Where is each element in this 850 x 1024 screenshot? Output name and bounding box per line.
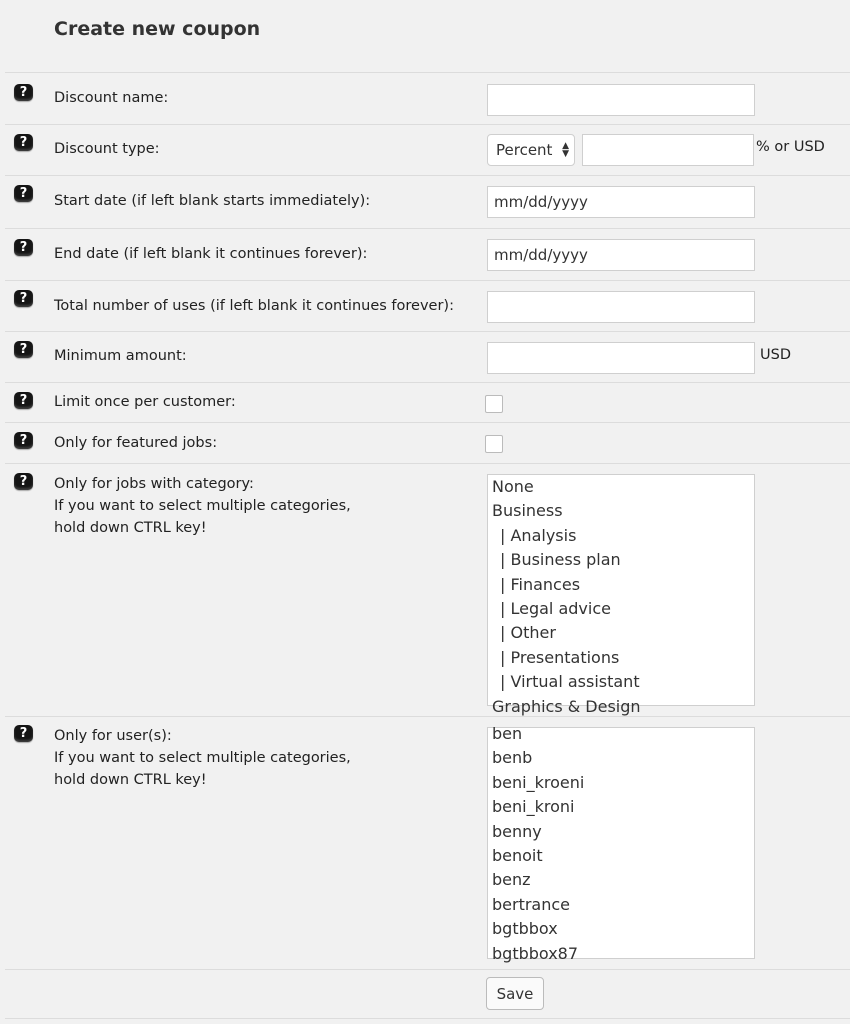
user-option[interactable]: benz [492, 870, 531, 890]
minimum-amount-input[interactable] [487, 342, 755, 374]
help-icon[interactable]: ? [14, 239, 33, 256]
row-minimum-amount [5, 331, 850, 382]
row-end-date [5, 228, 850, 280]
category-label-line3: hold down CTRL key! [54, 520, 207, 536]
help-icon[interactable]: ? [14, 392, 33, 409]
start-date-input[interactable] [487, 186, 755, 218]
featured-only-label: Only for featured jobs: [54, 435, 218, 451]
help-icon[interactable]: ? [14, 432, 33, 449]
user-option[interactable]: benny [492, 821, 542, 841]
minimum-amount-suffix: USD [760, 347, 791, 363]
discount-value-input[interactable] [582, 134, 754, 166]
users-options [488, 722, 754, 966]
save-button[interactable]: Save [486, 977, 544, 1010]
row-discount-name [5, 72, 850, 124]
end-date-label: End date (if left blank it continues forever): [54, 246, 368, 262]
category-option[interactable]: | Finances [500, 574, 581, 594]
user-option[interactable]: bgtbbox [492, 919, 558, 939]
user-option[interactable]: bgtbbox87 [492, 943, 579, 963]
category-option[interactable]: | Business plan [500, 550, 621, 570]
row-limit-once [5, 382, 850, 422]
category-option[interactable]: | Virtual assistant [500, 672, 640, 692]
user-option[interactable]: benoit [492, 845, 543, 865]
row-users [5, 716, 850, 969]
category-label-line2: If you want to select multiple categories, [54, 498, 351, 514]
category-option[interactable]: None [492, 477, 534, 496]
row-category [5, 463, 850, 716]
minimum-amount-label: Minimum amount: [54, 348, 187, 364]
total-uses-input[interactable] [487, 291, 755, 323]
category-listbox[interactable] [487, 474, 755, 716]
discount-type-selected: Percent [496, 141, 553, 159]
user-option[interactable]: ben [492, 724, 523, 743]
row-total-uses [5, 280, 850, 331]
end-date-input[interactable] [487, 239, 755, 271]
users-label-line2: If you want to select multiple categories, [54, 750, 351, 766]
category-option[interactable]: | Analysis [500, 525, 577, 545]
help-icon[interactable]: ? [14, 290, 33, 307]
user-option[interactable]: beni_kroeni [492, 772, 585, 792]
user-option[interactable]: benb [492, 748, 533, 768]
discount-name-input[interactable] [487, 84, 755, 116]
row-save [5, 969, 850, 1019]
help-icon[interactable]: ? [14, 84, 33, 101]
start-date-label: Start date (if left blank starts immediately): [54, 193, 371, 209]
discount-name-label: Discount name: [54, 90, 169, 106]
row-discount-type [5, 124, 850, 175]
discount-type-select[interactable] [487, 134, 575, 166]
users-listbox[interactable] [487, 724, 755, 963]
help-icon[interactable]: ? [14, 134, 33, 151]
help-icon[interactable]: ? [14, 341, 33, 358]
select-arrows-icon: ▲ ▼ [562, 141, 569, 159]
user-option[interactable]: bertrance [492, 894, 571, 914]
category-option[interactable]: | Presentations [500, 647, 620, 667]
category-option[interactable]: | Other [500, 623, 556, 643]
user-option[interactable]: beni_kroni [492, 797, 575, 817]
help-icon[interactable]: ? [14, 473, 33, 490]
page-title: Create new coupon [54, 18, 261, 40]
row-featured-only [5, 422, 850, 463]
discount-type-suffix: % or USD [756, 139, 825, 155]
category-option[interactable]: Business [492, 501, 563, 521]
category-option[interactable]: | Legal advice [500, 598, 611, 618]
discount-type-label: Discount type: [54, 141, 160, 157]
help-icon[interactable]: ? [14, 725, 33, 742]
users-label-line1: Only for user(s): [54, 728, 172, 744]
total-uses-label: Total number of uses (if left blank it continues forever): [54, 298, 454, 314]
featured-only-checkbox[interactable] [485, 435, 503, 453]
help-icon[interactable]: ? [14, 185, 33, 202]
row-start-date [5, 175, 850, 228]
users-label-line3: hold down CTRL key! [54, 772, 207, 788]
limit-once-label: Limit once per customer: [54, 394, 236, 410]
limit-once-checkbox[interactable] [485, 395, 503, 413]
category-option[interactable]: Graphics & Design [492, 696, 641, 716]
category-options [488, 475, 754, 719]
category-label-line1: Only for jobs with category: [54, 476, 254, 492]
